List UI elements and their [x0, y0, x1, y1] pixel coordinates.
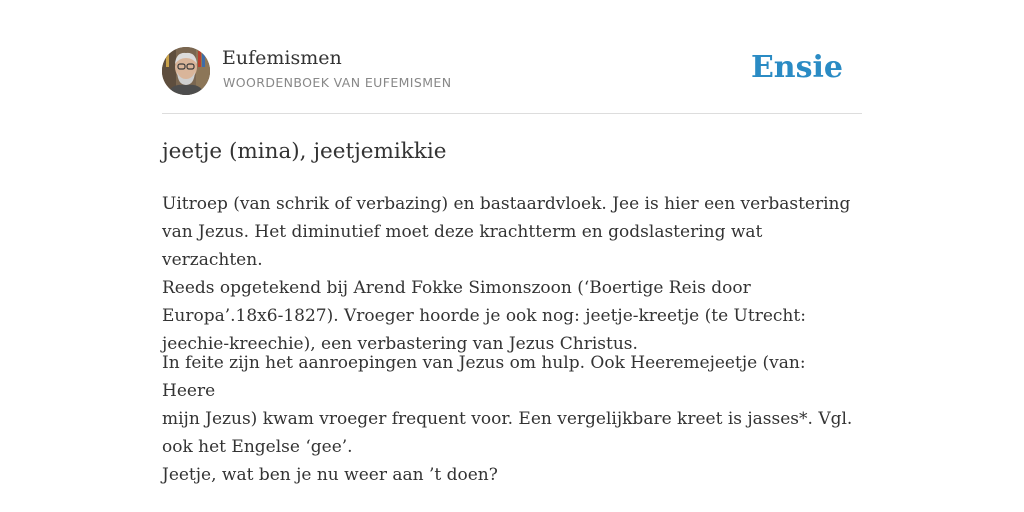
avatar[interactable]: [162, 47, 210, 95]
author-name[interactable]: Eufemismen: [222, 47, 342, 69]
entry-paragraph: In feite zijn het aanroepingen van Jezus om hulp. Ook Heeremejeetje (van: Heere mijn Jezus) kwam vroeger frequent voor. Een vergelijkbare kreet is jasses*. Vgl. ook het Engelse ‘gee’.: [162, 353, 853, 457]
ensie-logo[interactable]: Ensie: [750, 50, 843, 85]
entry-title: jeetje (mina), jeetjemikkie: [162, 139, 447, 164]
person-photo-icon: [162, 47, 210, 95]
entry-paragraph: Uitroep (van schrik of verbazing) en bastaardvloek. Jee is hier een verbastering van Jezus. Het diminutief moet deze krachtterm en godslastering wat verzachten. Reeds opgetekend bij Arend Fokke Simonszoon (‘Boertige Reis door Europa’.18x6-1827). Vroeger hoorde je ook nog: jeetje-kreetje (te Utrecht: jeechie-kreechie), een verbastering van Jezus Christus.: [162, 194, 851, 354]
header: [162, 0, 862, 114]
page: [162, 0, 862, 485]
dictionary-name[interactable]: WOORDENBOEK VAN EUFEMISMEN: [223, 75, 452, 90]
entry-example: Jeetje, wat ben je nu weer aan ’t doen?: [162, 465, 498, 485]
